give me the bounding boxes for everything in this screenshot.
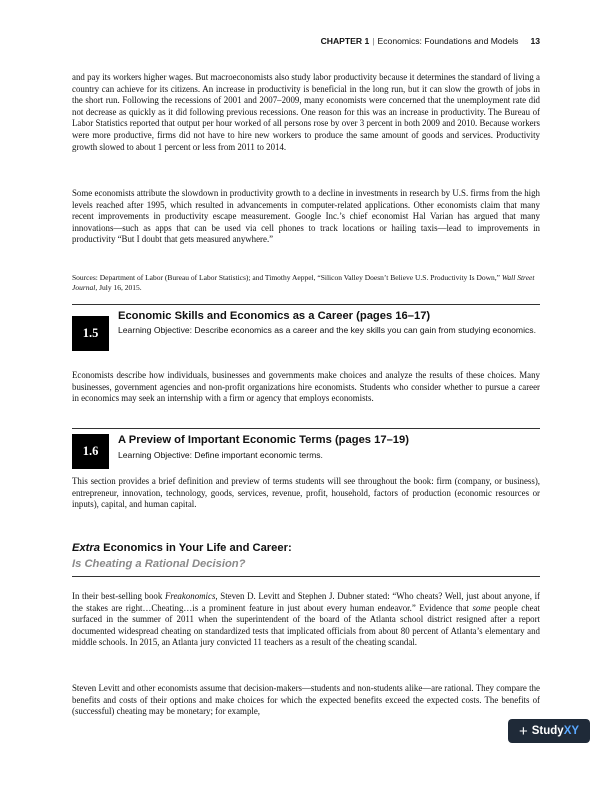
- section-title: A Preview of Important Economic Terms (pages 17–19): [118, 434, 409, 446]
- extra-title: Economics in Your Life and Career:: [100, 542, 292, 554]
- watermark-brand-accent: XY: [563, 725, 580, 737]
- section-number-box: 1.5: [72, 316, 109, 351]
- extra-divider: [72, 576, 540, 577]
- extra-label: Extra: [72, 542, 100, 554]
- section-divider: [72, 304, 540, 305]
- extra-paragraph-2: Steven Levitt and other economists assume that decision-makers—students and non-students alike—are rational. They compare the benefits and costs of their options and make choices for which the expected benefits exceed the expected costs. The benefits of (successful) cheating may be monetary; for example,: [72, 683, 540, 717]
- sources-text: Sources: Department of Labor (Bureau of Labor Statistics); and Timothy Aeppel, “Silicon Valley Doesn’t Believe U.S. Productivity Is Down,”: [72, 273, 500, 282]
- page-number: 13: [530, 36, 540, 46]
- sources-journal: Wall Street Journal: [72, 273, 535, 292]
- chapter-title: Economics: Foundations and Models: [377, 36, 519, 46]
- learning-objective: Learning Objective: Describe economics as a career and the key skills you can gain from studying economics.: [118, 325, 536, 335]
- running-header: [321, 36, 540, 46]
- section-heading-1-6: [118, 433, 538, 461]
- book-title: Freakonomics: [164, 591, 216, 601]
- intro-paragraph-2: Some economists attribute the slowdown in productivity growth to a decline in investments in research by U.S. firms from the high levels reached after 1995, which resulted in advancements in computer-related applications. Other economists claim that many recent improvements in productivity escape measurement. Google Inc.’s chief economist Hal Varian has argued that many innovations—such as apps that can be used via cell phones to track locations or hailing taxis—lead to improvements in productivity “But I doubt that gets measured anywhere.”: [72, 188, 540, 245]
- sources-date: , July 16, 2015.: [95, 282, 142, 292]
- section-body-1-6: This section provides a brief definition and preview of terms students will see throughout the book: firm (company, or business), entrepreneur, innovation, technology, goods, services, revenue, profit, household, factors of production (economic resources or inputs), capital, and human capital.: [72, 476, 540, 510]
- studyxy-watermark: [508, 719, 590, 743]
- intro-paragraph-1: and pay its workers higher wages. But macroeconomists also study labor productivity because it determines the standard of living a country can achieve for its citizens. An increase in productivity is beneficial in the long run, but it can slow the growth of jobs in the short run. Following the recessions of 2001 and 2007–2009, many economists were concerned that the unemployment rate did not decrease as quickly as it did following previous recessions. One reason for this was an increase in productivity. The Bureau of Labor Statistics reported that output per hour worked of all persons rose by over 3 percent in both 2009 and 2010. Because workers were more productive, firms did not have to hire new workers to produce the same amount of goods and services. Productivity growth slowed to about 1 percent or less from 2011 to 2014.: [72, 72, 540, 152]
- section-heading-1-5: [118, 309, 538, 336]
- sources-note: [72, 273, 540, 293]
- watermark-brand: Study: [531, 725, 564, 737]
- header-separator: |: [372, 36, 375, 46]
- chapter-label: CHAPTER 1: [320, 36, 370, 46]
- section-divider: [72, 428, 540, 429]
- extra-subtitle: Is Cheating a Rational Decision?: [72, 557, 246, 570]
- extra-feature-heading: [72, 541, 540, 572]
- learning-objective: Learning Objective: Define important economic terms.: [118, 450, 323, 460]
- extra-text: people cheat surfaced in the summer of 2011 when the superintendent of the board of the Atlanta school district resigned after a report documented widespread cheating on standardized tests that implicated officials from about 80 percent of Atlanta’s elementary and middle schools. In 2015, an Atlanta jury convicted 11 teachers as a result of the cheating scandal.: [72, 602, 540, 648]
- section-title: Economic Skills and Economics as a Career (pages 16–17): [118, 310, 431, 322]
- plus-icon: +: [518, 722, 528, 740]
- emphasis: some: [472, 602, 491, 613]
- extra-paragraph-1: [72, 591, 540, 649]
- section-body-1-5: Economists describe how individuals, businesses and governments make choices and analyze the results of these choices. Many businesses, government agencies and non-profit organizations hire economists. Students who consider whether to pursue a career in economics may seek an internship with a firm or agency that employs economists.: [72, 370, 540, 404]
- extra-text: In their best-selling book: [72, 591, 165, 601]
- section-number-box: 1.6: [72, 434, 109, 469]
- extra-text: , Steven D. Levitt and Stephen J. Dubner stated: “Who cheats? Well, just about anyone, if the stakes are right…Cheating…is a prominent feature in just about every human endeavor.” Evidence that: [72, 591, 541, 613]
- watermark-text: [532, 725, 579, 737]
